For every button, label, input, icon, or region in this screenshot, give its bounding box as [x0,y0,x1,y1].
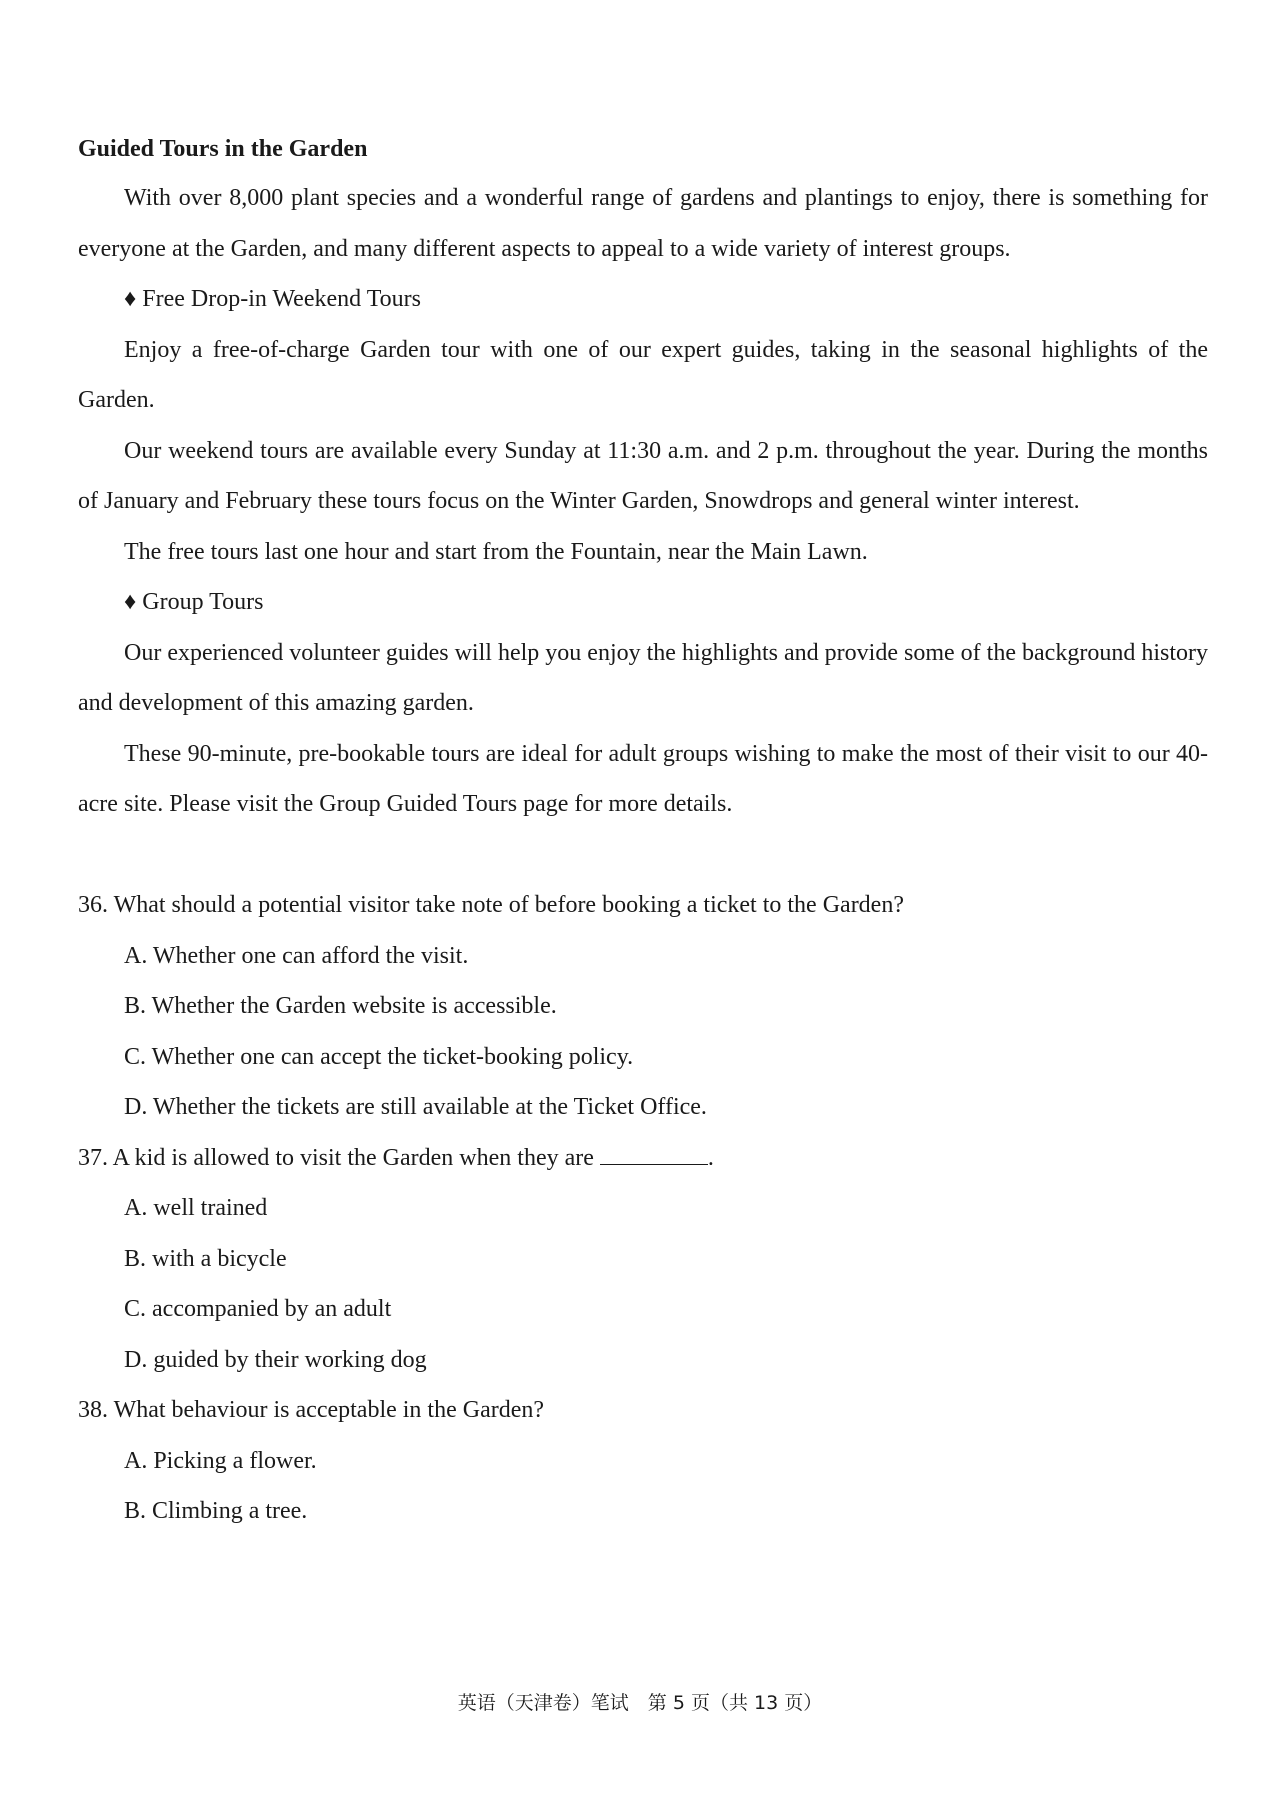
group-tours-paragraph-1: Our experienced volunteer guides will help you enjoy the highlights and provide some of the background history and development of this amazing garden. [78,639,1208,716]
weekend-tours-paragraph-3: The free tours last one hour and start from the Fountain, near the Main Lawn. [124,538,868,565]
exam-page [78,125,1208,1537]
question-37-stem-line [78,1133,1208,1184]
weekend-tours-paragraph-1: Enjoy a free-of-charge Garden tour with one of our expert guides, taking in the seasonal highlights of the Garden. [78,336,1208,413]
question-37-option-c: C. accompanied by an adult [124,1296,392,1322]
question-38-option-b: B. Climbing a tree. [124,1498,308,1524]
group-tours-paragraph-2: These 90-minute, pre-bookable tours are ideal for adult groups wishing to make the most of their visit to our 40-acre site. Please visit the Group Guided Tours page for more details. [78,740,1208,817]
question-36 [78,880,1208,1133]
question-38 [78,1385,1208,1537]
question-36-stem: 36. What should a potential visitor take note of before booking a ticket to the Garden? [78,892,904,918]
weekend-tours-paragraph-2: Our weekend tours are available every Sunday at 11:30 a.m. and 2 p.m. throughout the year. During the months of January and February these tours focus on the Winter Garden, Snowdrops and general winter interest. [78,437,1208,514]
section-heading-group-tours: ♦ Group Tours [124,589,264,615]
question-38-option-a: A. Picking a flower. [124,1447,317,1474]
question-36-option-a: A. Whether one can afford the visit. [124,942,469,969]
passage-title: Guided Tours in the Garden [78,136,368,162]
question-37-option-d: D. guided by their working dog [124,1346,427,1373]
question-37-stem-end: . [707,1144,714,1171]
question-36-option-c: C. Whether one can accept the ticket-booking policy. [124,1043,634,1070]
section-heading-weekend-tours: ♦ Free Drop-in Weekend Tours [124,286,422,312]
question-36-option-d: D. Whether the tickets are still available at the Ticket Office. [124,1094,707,1120]
page-footer: 英语（天津卷）笔试 第 5 页（共 13 页） [457,1692,823,1714]
question-37 [78,1133,1208,1386]
question-37-stem: 37. A kid is allowed to visit the Garden when they are [78,1144,594,1171]
question-38-stem: 38. What behaviour is acceptable in the Garden? [78,1397,545,1423]
answer-blank [600,1144,708,1165]
question-37-option-a: A. well trained [124,1195,268,1221]
section-gap [78,830,1208,881]
passage-intro: With over 8,000 plant species and a wonderful range of gardens and plantings to enjoy, there is something for everyone at the Garden, and many different aspects to appeal to a wide variety of interest groups. [78,185,1208,262]
question-36-option-b: B. Whether the Garden website is accessible. [124,993,557,1019]
question-37-option-b: B. with a bicycle [124,1245,287,1272]
